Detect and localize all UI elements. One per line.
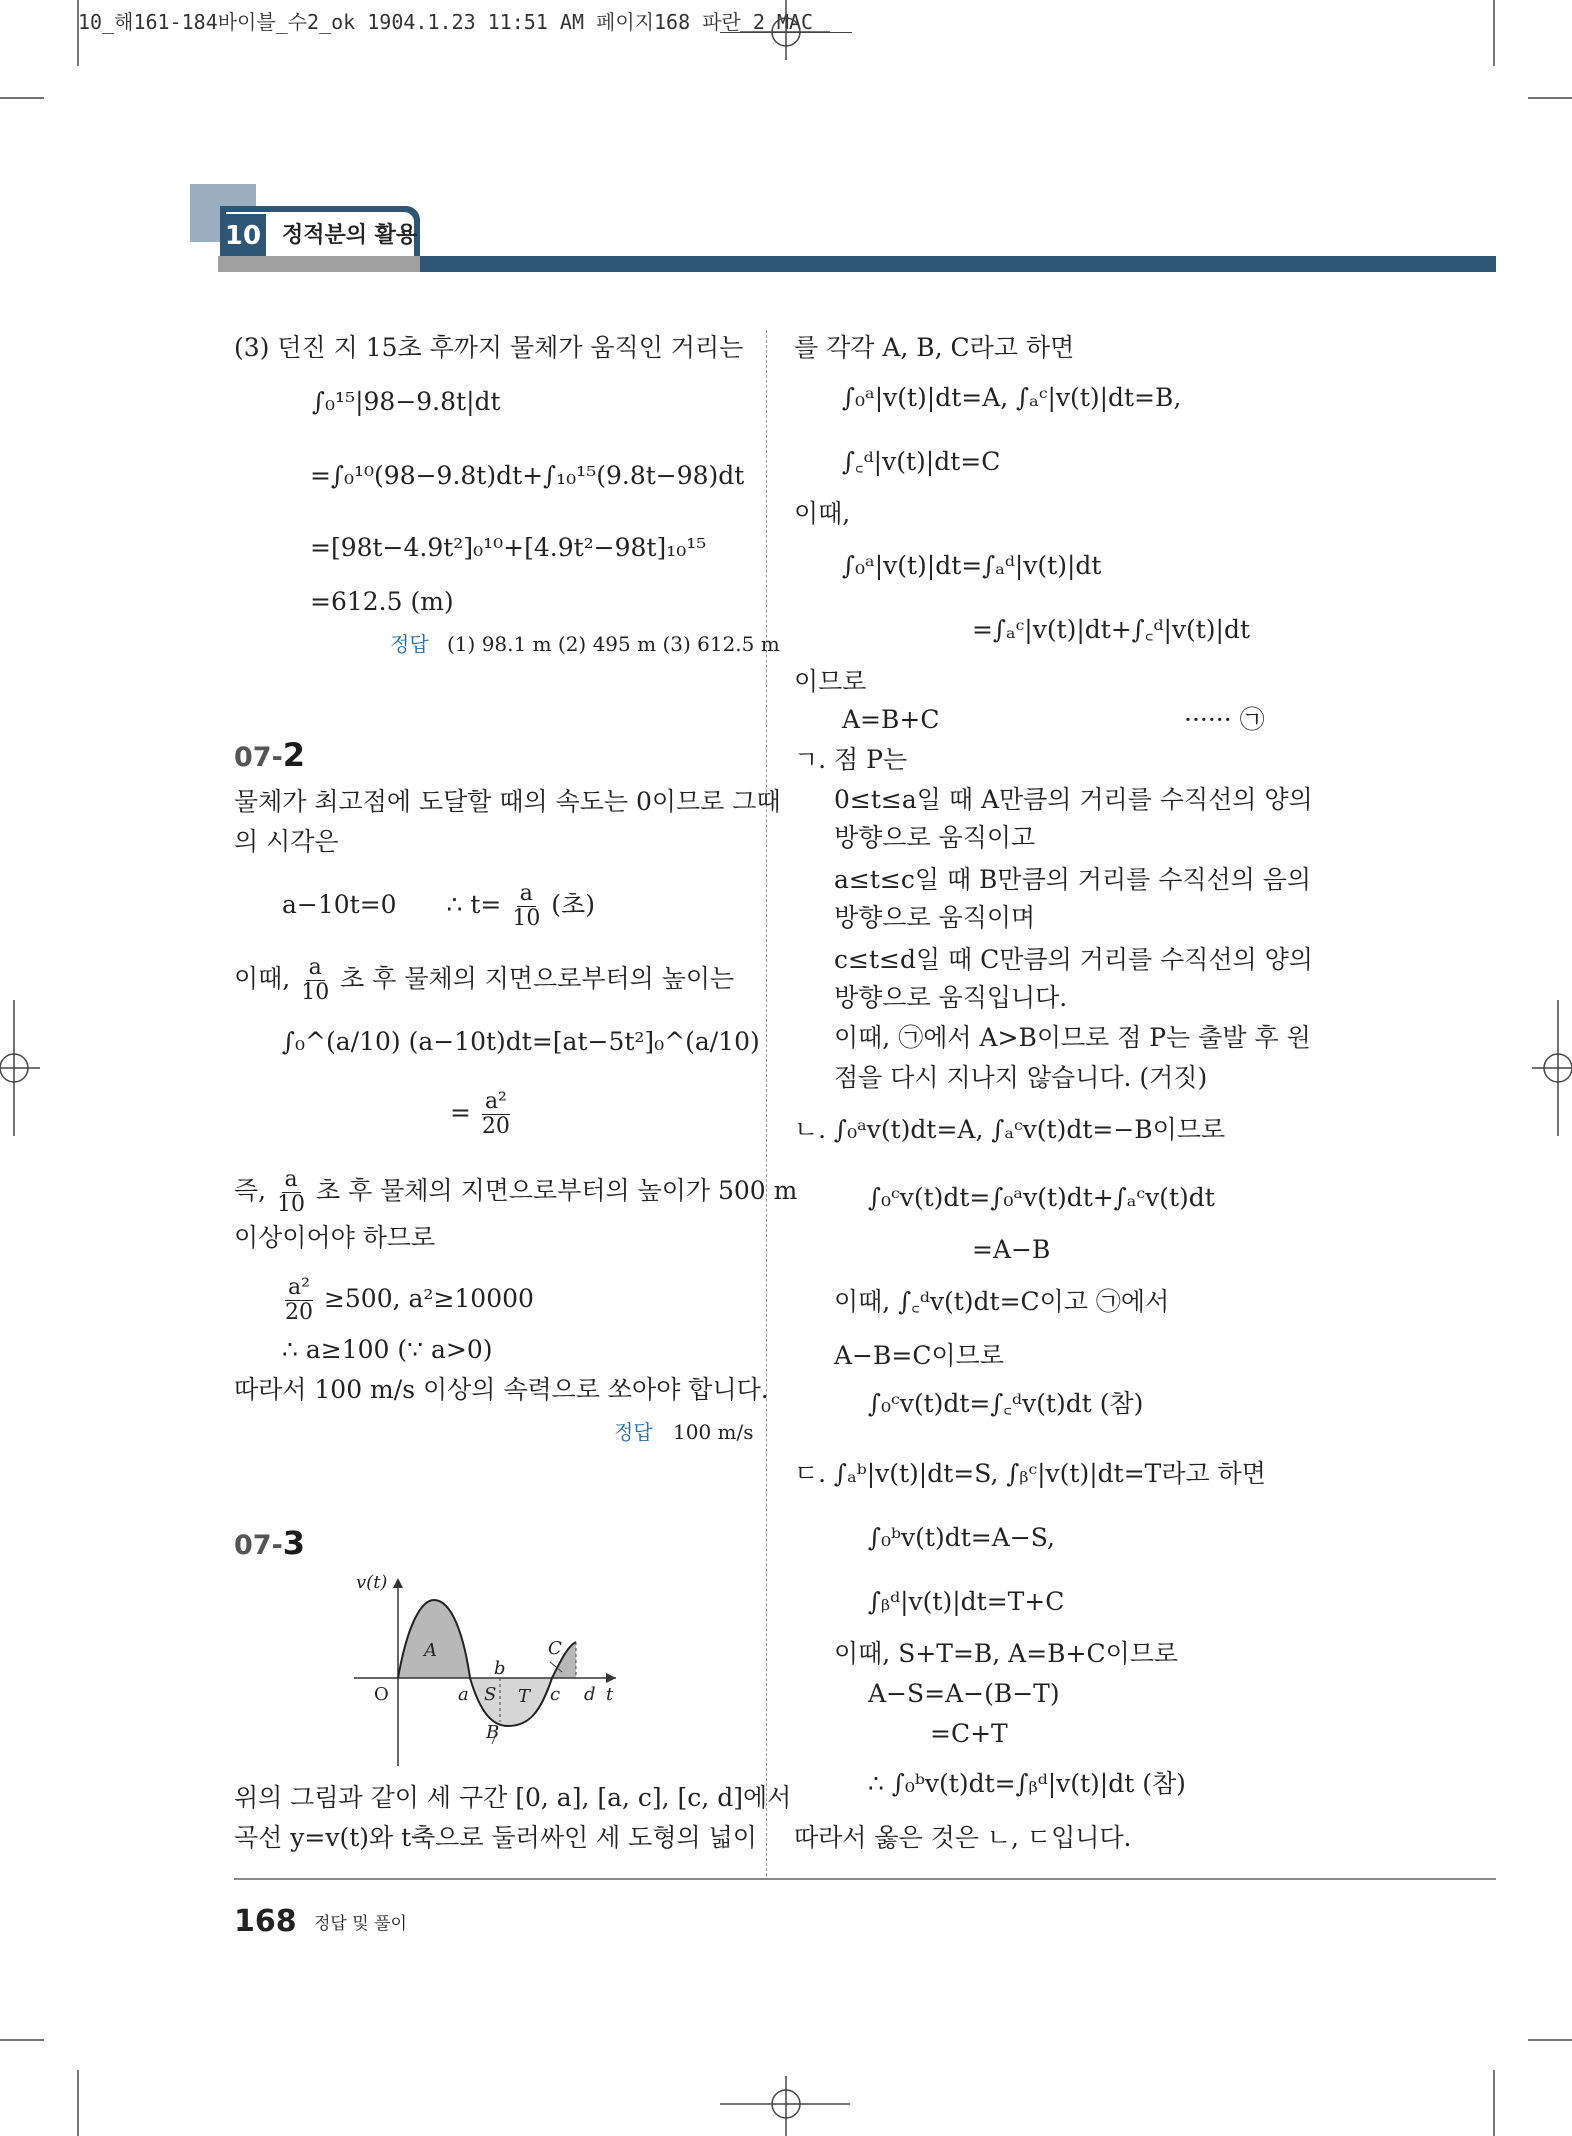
r-line5: ∫₀ᵃ|v(t)|dt=∫ₐᵈ|v(t)|dt xyxy=(842,551,1102,580)
r-line6: =∫ₐᶜ|v(t)|dt+∫꜀ᵈ|v(t)|dt xyxy=(972,615,1251,644)
s2-line3 xyxy=(234,956,734,1005)
s2-line4 xyxy=(234,1168,797,1217)
s2-line4-pre: 즉, xyxy=(234,1176,267,1205)
p3-eq3: =[98t−4.9t²]₀¹⁰+[4.9t²−98t]₁₀¹⁵ xyxy=(310,533,707,562)
print-slug: 10_해161-184바이블_수2_ok 1904.1.23 11:51 AM 페이지168 파란 2 MAC xyxy=(78,10,814,34)
digeut-line5: A−S=A−(B−T) xyxy=(868,1679,1060,1708)
s2-eq5: ∴ a≥100 (∵ a>0) xyxy=(282,1335,493,1364)
digeut-line3: ∫ᵦᵈ|v(t)|dt=T+C xyxy=(868,1587,1065,1616)
section-07-2-prefix: 07- xyxy=(234,742,283,773)
digeut-line6: =C+T xyxy=(930,1719,1008,1748)
r-line8: A=B+C xyxy=(842,705,940,734)
frac-num: a xyxy=(282,1168,301,1193)
graph-label-B: B xyxy=(486,1722,500,1743)
graph-label-b: b xyxy=(494,1658,506,1679)
s2-line4-post: 초 후 물체의 지면으로부터의 높이가 500 m xyxy=(316,1176,798,1205)
frac-num: a² xyxy=(285,1276,313,1301)
s2-line3-post: 초 후 물체의 지면으로부터의 높이는 xyxy=(340,964,735,993)
digeut-line8: 따라서 옳은 것은 ㄴ, ㄷ입니다. xyxy=(794,1823,1132,1852)
answer-2 xyxy=(614,1416,754,1448)
s2-eq1-therefore: ∴ t= xyxy=(446,890,502,919)
graph-label-a: a xyxy=(458,1684,469,1705)
s2-line3-fraction xyxy=(301,956,329,1005)
graph-label-d: d xyxy=(584,1684,596,1705)
digeut-line1: ㄷ. ∫ₐᵇ|v(t)|dt=S, ∫ᵦᶜ|v(t)|dt=T라고 하면 xyxy=(794,1459,1266,1488)
header-bar xyxy=(418,256,1496,272)
answer-1-value: (1) 98.1 m (2) 495 m (3) 612.5 m xyxy=(447,632,780,656)
section-07-3-heading xyxy=(234,1524,305,1562)
s2-eq1-unit: (초) xyxy=(551,890,595,919)
nieun-line5: A−B=C이므로 xyxy=(834,1341,1004,1370)
giyeok-line6: c≤t≤d일 때 C만큼의 거리를 수직선의 양의 xyxy=(834,945,1313,974)
digeut-line7: ∴ ∫₀ᵇv(t)dt=∫ᵦᵈ|v(t)|dt (참) xyxy=(868,1769,1186,1798)
s2-eq1-left: a−10t=0 xyxy=(282,890,397,919)
section-07-3-prefix: 07- xyxy=(234,1530,283,1561)
giyeok-line2: 0≤t≤a일 때 A만큼의 거리를 수직선의 양의 xyxy=(834,785,1313,814)
s2-line5: 이상이어야 하므로 xyxy=(234,1223,436,1252)
giyeok-line9: 점을 다시 지나지 않습니다. (거짓) xyxy=(834,1063,1208,1092)
s2-eq2: ∫₀^(a/10) (a−10t)dt=[at−5t²]₀^(a/10) xyxy=(282,1027,760,1056)
graph-label-T: T xyxy=(518,1686,531,1707)
giyeok-line1: ㄱ. 점 P는 xyxy=(794,745,908,774)
area-A xyxy=(398,1600,470,1678)
r-line4: 이때, xyxy=(794,499,851,528)
digeut-line4: 이때, S+T=B, A=B+C이므로 xyxy=(834,1639,1179,1668)
p3-eq2: =∫₀¹⁰(98−9.8t)dt+∫₁₀¹⁵(9.8t−98)dt xyxy=(310,461,745,490)
section-07-2-heading xyxy=(234,736,305,774)
chapter-number: 10 xyxy=(220,214,266,258)
nieun-line4: 이때, ∫꜀ᵈv(t)dt=C이고 ㉠에서 xyxy=(834,1287,1170,1316)
graph-label-t: t xyxy=(606,1684,614,1705)
s2-eq4-tail: ≥500, a²≥10000 xyxy=(323,1284,534,1313)
s2-eq4-fraction xyxy=(285,1276,313,1325)
footer-label: 정답 및 풀이 xyxy=(314,1914,407,1934)
giyeok-line3: 방향으로 움직이고 xyxy=(834,823,1036,852)
giyeok-line5: 방향으로 움직이며 xyxy=(834,903,1036,932)
frac-num: a² xyxy=(482,1090,510,1115)
v-axis-arrow xyxy=(393,1578,403,1588)
graph-ylabel: v(t) xyxy=(356,1572,388,1593)
r-line1: 를 각각 A, B, C라고 하면 xyxy=(794,333,1075,362)
r-line3: ∫꜀ᵈ|v(t)|dt=C xyxy=(842,447,1001,476)
p3-intro: (3) 던진 지 15초 후까지 물체가 움직인 거리는 xyxy=(234,333,744,362)
graph-label-A: A xyxy=(424,1640,437,1661)
s2-eq1-fraction xyxy=(512,882,540,931)
t-axis-arrow xyxy=(606,1673,616,1683)
footer-rule xyxy=(234,1878,1496,1880)
chapter-title: 정적분의 활용 xyxy=(282,223,418,248)
s2-eq1 xyxy=(282,882,595,931)
area-B xyxy=(470,1678,552,1726)
s2-eq4 xyxy=(282,1276,534,1325)
p3-eq4: =612.5 (m) xyxy=(310,587,454,616)
nieun-line2: ∫₀ᶜv(t)dt=∫₀ᵃv(t)dt+∫ₐᶜv(t)dt xyxy=(868,1183,1215,1212)
answer-1 xyxy=(390,628,780,660)
answer-2-label: 정답 xyxy=(614,1420,653,1444)
s2-line4-fraction xyxy=(277,1168,305,1217)
answer-1-label: 정답 xyxy=(390,632,429,656)
graph-label-S: S xyxy=(484,1684,497,1705)
nieun-line6: ∫₀ᶜv(t)dt=∫꜀ᵈv(t)dt (참) xyxy=(868,1389,1144,1418)
s2-line3-pre: 이때, xyxy=(234,964,291,993)
s3-line2: 곡선 y=v(t)와 t축으로 둘러싸인 세 도형의 넓이 xyxy=(234,1823,757,1852)
frac-num: a xyxy=(306,956,325,981)
frac-den: 20 xyxy=(285,1300,313,1325)
r-line2: ∫₀ᵃ|v(t)|dt=A, ∫ₐᶜ|v(t)|dt=B, xyxy=(842,383,1182,412)
s2-line1: 물체가 최고점에 도달할 때의 속도는 0이므로 그때 xyxy=(234,787,781,816)
frac-den: 20 xyxy=(481,1114,510,1139)
frac-den: 10 xyxy=(512,906,541,931)
s3-line1: 위의 그림과 같이 세 구간 [0, a], [a, c], [c, d]에서 xyxy=(234,1783,792,1812)
r-line7: 이므로 xyxy=(794,667,867,696)
frac-den: 10 xyxy=(301,980,330,1005)
nieun-line1: ㄴ. ∫₀ᵃv(t)dt=A, ∫ₐᶜv(t)dt=−B이므로 xyxy=(794,1115,1226,1144)
p3-eq1: ∫₀¹⁵|98−9.8t|dt xyxy=(312,387,501,416)
s2-line6: 따라서 100 m/s 이상의 속력으로 쏘아야 합니다. xyxy=(234,1375,769,1404)
s2-line2: 의 시각은 xyxy=(234,827,339,856)
s2-eq3: = $\frac{\text{a²}}{20}$ xyxy=(450,1089,510,1139)
graph-origin: O xyxy=(374,1684,389,1705)
s2-eq3-fraction xyxy=(482,1090,510,1139)
nieun-line3: =A−B xyxy=(972,1235,1051,1264)
r-line8-mark: ······ ㉠ xyxy=(1184,705,1265,734)
graph-label-c: c xyxy=(550,1684,561,1705)
answer-2-value: 100 m/s xyxy=(673,1420,754,1444)
digeut-line2: ∫₀ᵇv(t)dt=A−S, xyxy=(868,1523,1055,1552)
graph-label-C: C xyxy=(548,1638,562,1659)
frac-num: a xyxy=(517,882,536,907)
header-bar-grey xyxy=(218,256,420,272)
column-divider xyxy=(766,330,767,1876)
giyeok-line4: a≤t≤c일 때 B만큼의 거리를 수직선의 음의 xyxy=(834,865,1312,894)
page-number: 168 xyxy=(234,1904,297,1939)
section-07-2-number: 2 xyxy=(282,736,306,774)
giyeok-line8: 이때, ㉠에서 A>B이므로 점 P는 출발 후 원 xyxy=(834,1023,1311,1052)
frac-den: 10 xyxy=(277,1192,306,1217)
velocity-graph xyxy=(340,1566,630,1766)
giyeok-line7: 방향으로 움직입니다. xyxy=(834,983,1068,1012)
section-07-3-number: 3 xyxy=(282,1524,306,1562)
